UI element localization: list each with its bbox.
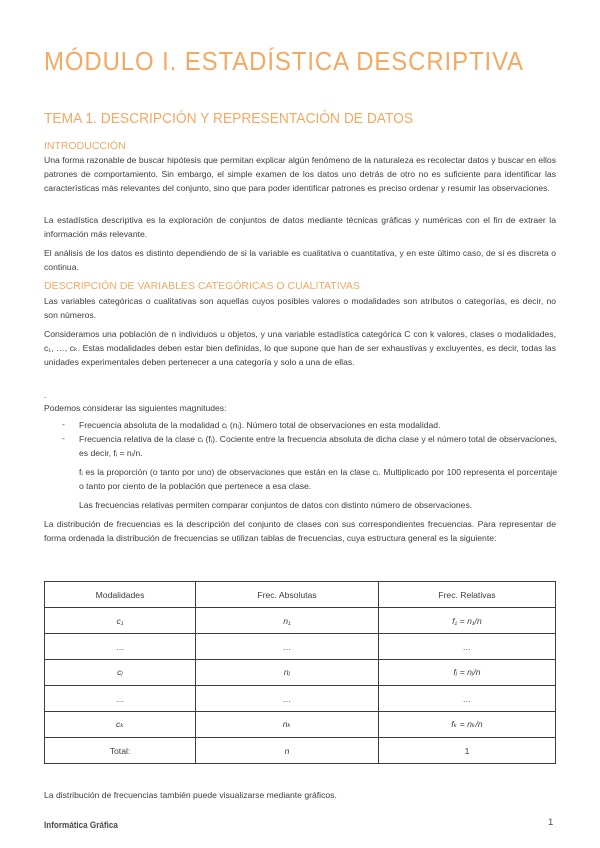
- table-cell: 1: [378, 738, 555, 764]
- table-cell: c₁: [45, 608, 196, 634]
- magnitudes-intro: Podemos considerar las siguientes magnitudes:: [44, 403, 227, 413]
- categorical-paragraph-2: Consideramos una población de n individuos u objetos, y una variable estadística categórica C con k valores, clases o modalidades, c₁, …, cₖ. Estas modalidades deben estar bien definidas, lo que supone que han de ser exhaustivas y excluyentes, es decir, todas las unidades experimentales deben pertenecer a una categoría y solo a una de ellas.: [44, 329, 556, 367]
- categorical-heading: DESCRIPCIÓN DE VARIABLES CATEGÓRICAS O CUALITATIVAS: [44, 280, 360, 292]
- bullet-absolute-frequency: Frecuencia absoluta de la modalidad cᵢ (nᵢ). Número total de observaciones en esta modalidad.: [79, 420, 441, 430]
- closing-paragraph: La distribución de frecuencias también puede visualizarse mediante gráficos.: [44, 790, 337, 800]
- table-cell: fₖ = nₖ/n: [378, 712, 555, 738]
- table-cell: nⱼ: [196, 660, 379, 686]
- frequency-table: [44, 581, 556, 764]
- bullet-marker: -: [62, 419, 65, 429]
- distribution-paragraph: La distribución de frecuencias es la descripción del conjunto de clases con sus correspondientes frecuencias. Para representar de forma ordenada la distribución de frecuencias se utilizan tablas de frecuencias, cuya estructura general es la siguiente:: [44, 519, 556, 543]
- table-cell: n₁: [196, 608, 379, 634]
- table-header-row: [45, 582, 556, 608]
- intro-paragraph-3: El análisis de los datos es distinto dependiendo de si la variable es cualitativa o cuantitativa, y en este último caso, de si es discreta o continua.: [44, 248, 556, 272]
- table-row: [45, 686, 556, 712]
- relative-frequency-note-1: fᵢ es la proporción (o tanto por uno) de observaciones que están en la clase cᵢ. Multiplicado por 100 representa el porcentaje o tanto por ciento de la población que pertenece a esa clase.: [79, 467, 557, 491]
- table-cell: …: [45, 634, 196, 660]
- table-cell: n: [196, 738, 379, 764]
- table-header: Frec. Relativas: [378, 582, 555, 608]
- bullet-marker: -: [62, 433, 65, 443]
- tema-title: TEMA 1. DESCRIPCIÓN Y REPRESENTACIÓN DE DATOS: [44, 110, 414, 127]
- intro-paragraph-1: Una forma razonable de buscar hipótesis que permitan explicar algún fenómeno de la naturaleza es recolectar datos y buscar en ellos patrones de comportamiento. Sin embargo, el simple examen de los datos uno detrás de otro no es suficiente para identificar las características más relevantes del conjunto, sino que para poder identificar patrones es preciso ordenar y resumir las observaciones.: [44, 155, 556, 193]
- table-header: Frec. Absolutas: [196, 582, 379, 608]
- table-row: [45, 608, 556, 634]
- intro-heading: INTRODUCCIÓN: [44, 140, 126, 152]
- table-header: Modalidades: [45, 582, 196, 608]
- intro-paragraph-2: La estadística descriptiva es la exploración de conjuntos de datos mediante técnicas gráficas y numéricas con el fin de extraer la información más relevante.: [44, 215, 556, 239]
- table-cell: Total:: [45, 738, 196, 764]
- table-cell: …: [378, 634, 555, 660]
- module-title: MÓDULO I. ESTADÍSTICA DESCRIPTIVA: [44, 46, 525, 76]
- table-cell: …: [45, 686, 196, 712]
- table-cell: f₁ = n₁/n: [378, 608, 555, 634]
- page-number: 1: [548, 817, 554, 828]
- table-cell: …: [196, 686, 379, 712]
- table-row: [45, 660, 556, 686]
- bullet-relative-frequency: Frecuencia relativa de la clase cᵢ (fᵢ). Cociente entre la frecuencia absoluta de dicha clase y el número total de observaciones, es decir, fᵢ = nᵢ/n.: [79, 434, 558, 458]
- table-row: [45, 712, 556, 738]
- table-cell: cⱼ: [45, 660, 196, 686]
- relative-frequency-note-2: Las frecuencias relativas permiten comparar conjuntos de datos con distinto número de observaciones.: [79, 500, 473, 510]
- table-cell: …: [378, 686, 555, 712]
- table-total-row: [45, 738, 556, 764]
- table-cell: cₖ: [45, 712, 196, 738]
- table-cell: nₖ: [196, 712, 379, 738]
- table-row: [45, 634, 556, 660]
- separator-dot: .: [44, 390, 47, 400]
- table-cell: …: [196, 634, 379, 660]
- footer-course-name: Informática Gráfica: [44, 820, 118, 830]
- table-cell: fⱼ = nⱼ/n: [378, 660, 555, 686]
- categorical-paragraph-1: Las variables categóricas o cualitativas son aquellas cuyos posibles valores o modalidades son atributos o categorías, es decir, no son números.: [44, 296, 556, 320]
